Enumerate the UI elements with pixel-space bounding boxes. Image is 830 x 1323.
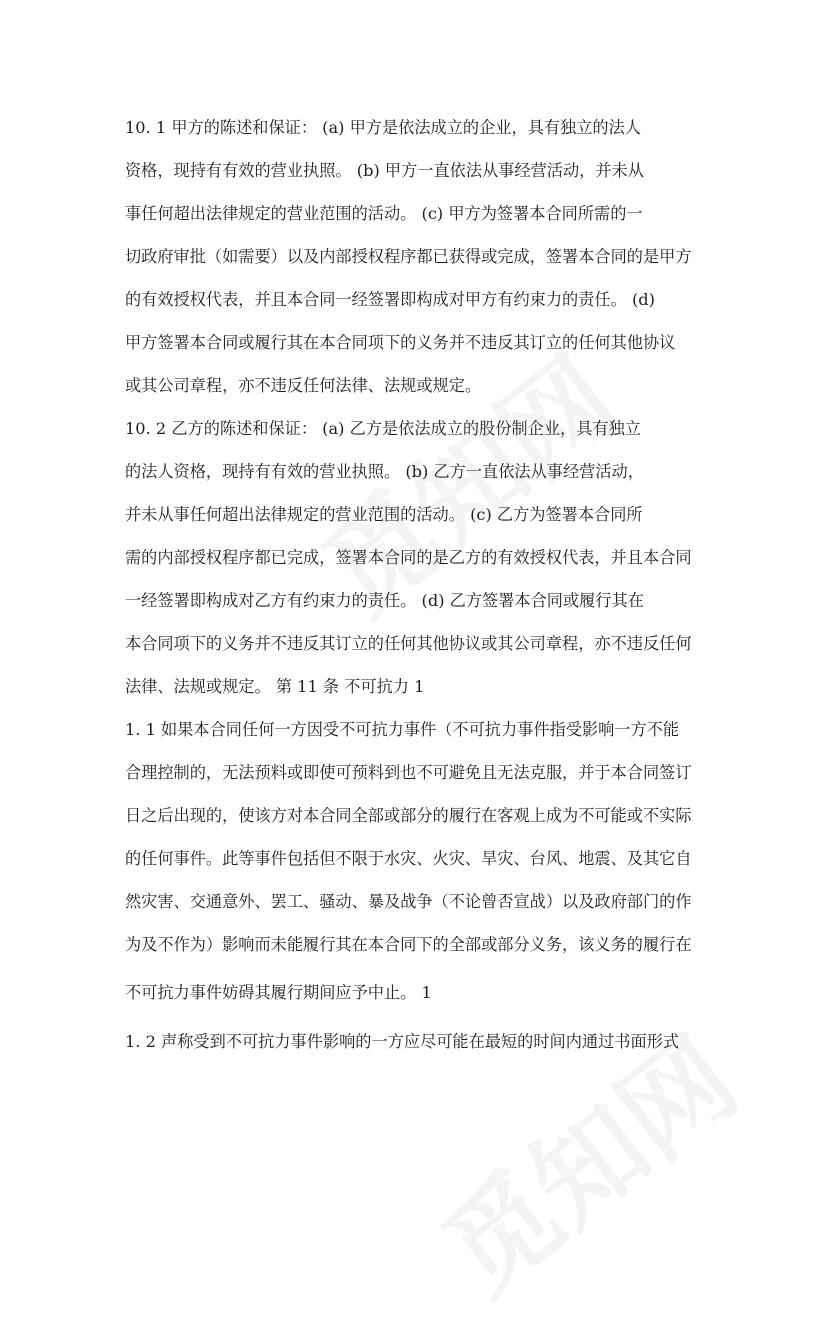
text-line: 需的内部授权程序都已完成，签署本合同的是乙方的有效授权代表，并且本合同 [125,548,692,567]
text-line: 或其公司章程，亦不违反任何法律、法规或规定。 [125,376,482,395]
text-line: 1. 2 声称受到不可抗力事件影响的一方应尽可能在最短的时间内通过书面形式 [125,1032,680,1051]
text-line: 日之后出现的，使该方对本合同全部或部分的履行在客观上成为不可能或不实际 [125,806,692,825]
text-line: 的任何事件。此等事件包括但不限于水灾、火灾、旱灾、台风、地震、及其它自 [125,849,692,868]
text-line: 本合同项下的义务并不违反其订立的任何其他协议或其公司章程，亦不违反任何 [125,634,692,653]
text-line: 法律、法规或规定。 第 11 条 不可抗力 1 [125,677,425,696]
text-line: 一经签署即构成对乙方有约束力的责任。 (d) 乙方签署本合同或履行其在 [125,591,644,610]
text-line: 资格，现持有有效的营业执照。 (b) 甲方一直依法从事经营活动，并未从 [125,161,644,180]
text-line: 不可抗力事件妨碍其履行期间应予中止。 1 [125,983,432,1002]
text-line: 合理控制的，无法预料或即使可预料到也不可避免且无法克服，并于本合同签订 [125,763,692,782]
text-line: 10. 2 乙方的陈述和保证： (a) 乙方是依法成立的股份制企业，具有独立 [125,419,641,438]
text-line: 事任何超出法律规定的营业范围的活动。 (c) 甲方为签署本合同所需的一 [125,204,643,223]
text-line: 的有效授权代表，并且本合同一经签署即构成对甲方有约束力的责任。 (d) [125,290,655,309]
text-line: 10. 1 甲方的陈述和保证： (a) 甲方是依法成立的企业，具有独立的法人 [125,118,641,137]
text-line: 切政府审批（如需要）以及内部授权程序都已获得或完成，签署本合同的是甲方 [125,247,692,266]
text-line: 为及不作为）影响而未能履行其在本合同下的全部或部分义务，该义务的履行在 [125,935,692,954]
text-line: 然灾害、交通意外、罢工、骚动、暴及战争（不论曾否宣战）以及政府部门的作 [125,892,692,911]
text-line: 的法人资格，现持有有效的营业执照。 (b) 乙方一直依法从事经营活动， [125,462,644,481]
text-line: 并未从事任何超出法律规定的营业范围的活动。 (c) 乙方为签署本合同所 [125,505,643,524]
text-line: 甲方签署本合同或履行其在本合同项下的义务并不违反其订立的任何其他协议 [125,333,676,352]
text-line: 1. 1 如果本合同任何一方因受不可抗力事件（不可抗力事件指受影响一方不能 [125,720,680,739]
document-body [125,106,715,1063]
